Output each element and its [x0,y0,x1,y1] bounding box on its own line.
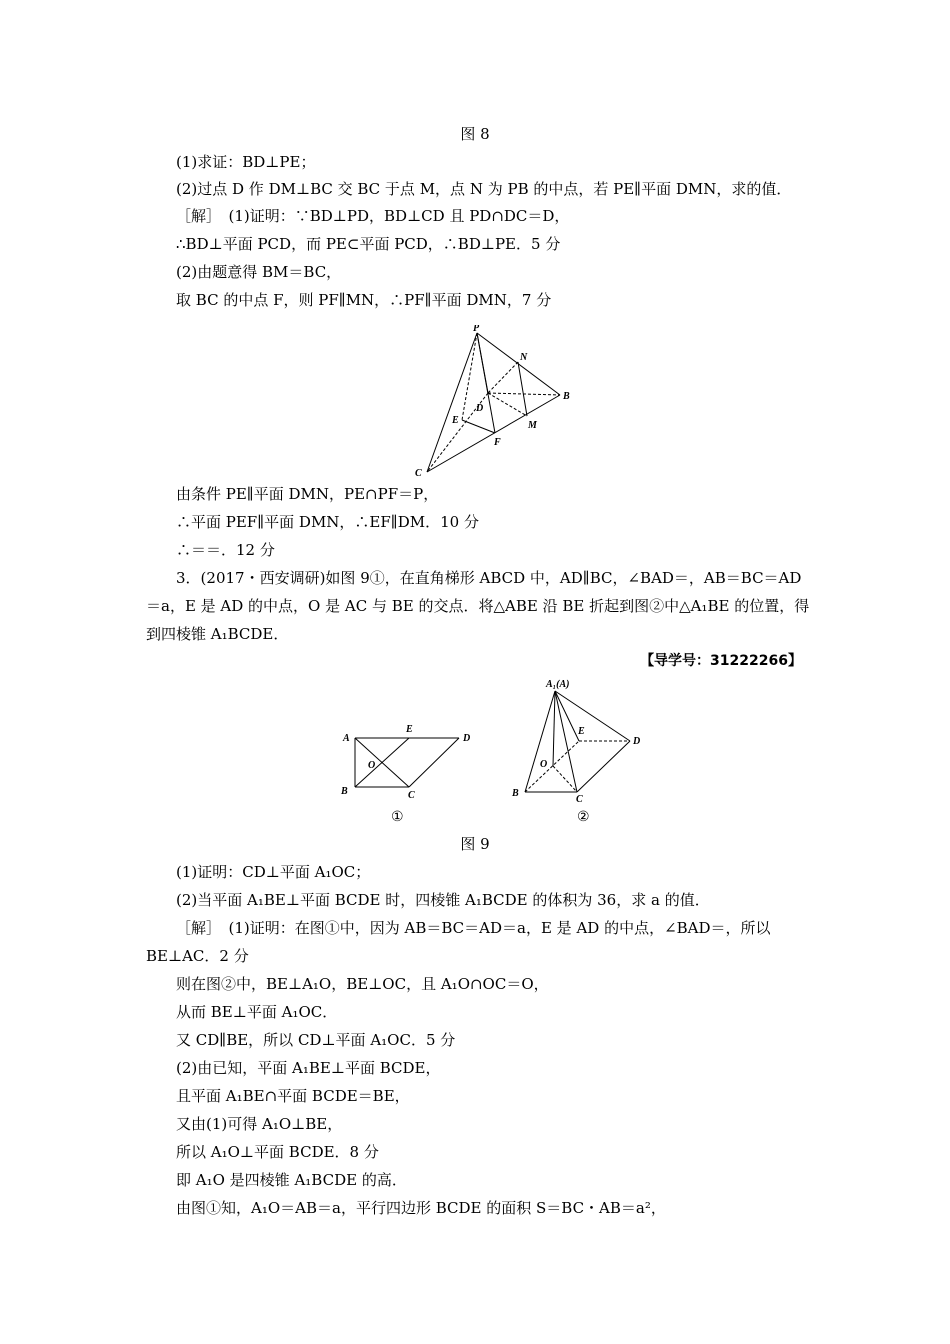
figure9-trapezoid [335,718,485,830]
folded-label-d: D [633,736,641,747]
q3-part1: (1)证明：CD⊥平面 A₁OC； [176,863,371,881]
q2-solution-line2: ∴BD⊥平面 PCD，而 PE⊂平面 PCD，∴BD⊥PE．5 分 [176,235,561,253]
q3-solution-line3: 则在图②中，BE⊥A₁O，BE⊥OC，且 A₁O∩OC＝O， [176,975,549,993]
q3-part2: (2)当平面 A₁BE⊥平面 BCDE 时，四棱锥 A₁BCDE 的体积为 36，求 a 的值． [176,891,710,909]
pyramid-label-d: D [476,403,484,414]
trapezoid-label-e: E [406,724,413,735]
q3-solution-line10: 即 A₁O 是四棱锥 A₁BCDE 的高． [176,1171,407,1189]
q3-solution-line2: BE⊥AC．2 分 [146,947,249,965]
pyramid-figure [410,325,580,480]
trapezoid-label-o: O [368,760,376,771]
folded-label-c: C [576,794,583,805]
trapezoid-label-d: D [463,733,471,744]
figure9-label-2: ② [577,810,590,825]
guide-number: 【导学号：31222266】 [640,653,802,669]
pyramid-label-f: F [494,437,501,448]
pyramid-label-c: C [415,468,422,479]
folded-label-b: B [512,788,519,799]
trapezoid-label-b: B [341,786,348,797]
q3-solution-line4: 从而 BE⊥平面 A₁OC． [176,1003,338,1021]
q2-solution-line6: ∴平面 PEF∥平面 DMN，∴EF∥DM．10 分 [176,513,479,531]
trapezoid-label-c: C [408,790,415,801]
q3-solution-line7: 且平面 A₁BE∩平面 BCDE＝BE， [176,1087,410,1105]
pyramid-label-n: N [520,352,528,363]
folded-label-e: E [578,726,585,737]
q3-statement-line3: 到四棱锥 A₁BCDE． [146,625,289,643]
q3-solution-line1: ［解］ (1)证明：在图①中，因为 AB＝BC＝AD＝a，E 是 AD 的中点，∠BAD＝，所以 [176,919,771,937]
figure9-folded [505,676,665,831]
q3-solution-line11: 由图①知，A₁O＝AB＝a，平行四边形 BCDE 的面积 S＝BC・AB＝a²， [176,1199,666,1217]
q3-solution-line8: 又由(1)可得 A₁O⊥BE， [176,1115,343,1133]
figure9-label-1: ① [391,810,404,825]
folded-label-a1: A₁(A) [546,679,570,690]
q3-solution-line6: (2)由已知，平面 A₁BE⊥平面 BCDE， [176,1059,441,1077]
q3-solution-line9: 所以 A₁O⊥平面 BCDE．8 分 [176,1143,379,1161]
pyramid-label-p: P [473,325,480,334]
pyramid-label-e: E [452,415,459,426]
figure-8-caption: 图 8 [460,125,490,143]
q2-part1: (1)求证：BD⊥PE； [176,153,316,171]
figure-9-caption: 图 9 [460,835,490,853]
q2-solution-line5: 由条件 PE∥平面 DMN，PE∩PF＝P， [176,485,439,503]
pyramid-label-m: M [528,420,537,431]
q2-solution-line4: 取 BC 的中点 F，则 PF∥MN，∴PF∥平面 DMN，7 分 [176,291,552,309]
trapezoid-label-a: A [343,733,350,744]
q3-statement-line1: 3．(2017・西安调研)如图 9①，在直角梯形 ABCD 中，AD∥BC，∠BAD＝，AB＝BC＝AD [176,569,802,587]
q3-statement-line2: ＝a，E 是 AD 的中点，O 是 AC 与 BE 的交点．将△ABE 沿 BE 折起到图②中△A₁BE 的位置，得 [146,597,810,615]
q2-solution-line3: (2)由题意得 BM＝BC， [176,263,342,281]
pyramid-label-b: B [563,391,570,402]
q2-solution-line7: ∴＝＝．12 分 [176,541,275,559]
folded-label-o: O [540,759,548,770]
q2-solution-line1: ［解］ (1)证明：∵BD⊥PD，BD⊥CD 且 PD∩DC＝D， [176,207,570,225]
q2-part2: (2)过点 D 作 DM⊥BC 交 BC 于点 M，点 N 为 PB 的中点，若 PE∥平面 DMN，求的值． [176,180,792,198]
q3-solution-line5: 又 CD∥BE，所以 CD⊥平面 A₁OC．5 分 [176,1031,456,1049]
